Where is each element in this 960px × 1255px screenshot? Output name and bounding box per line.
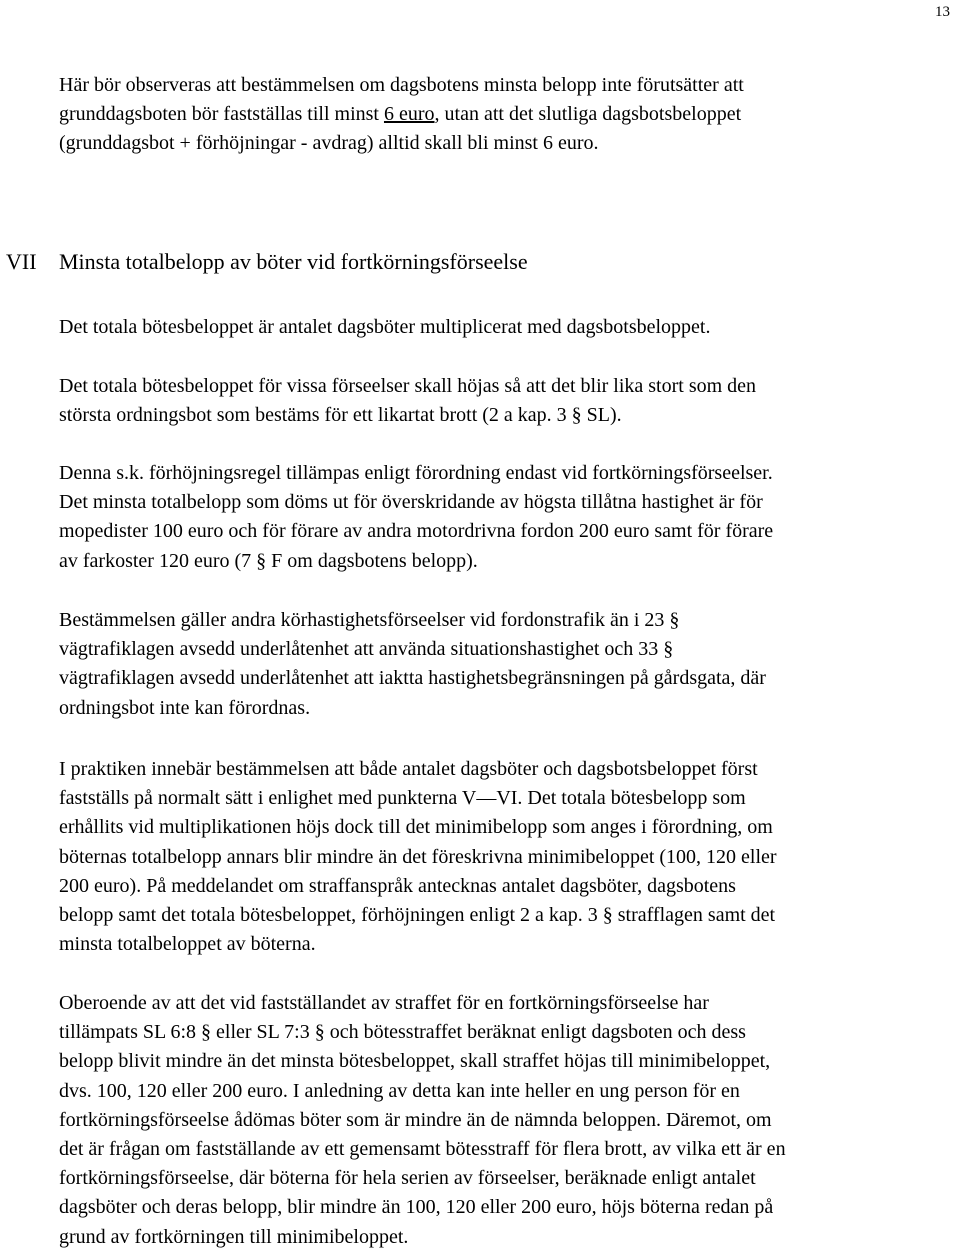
paragraph-raise-rule (59, 372, 957, 430)
paragraph-in-practice (59, 755, 957, 959)
text-line: mopedister 100 euro och för förare av andra motordrivna fordon 200 euro samt för förare (59, 520, 774, 543)
text-line: I praktiken innebär bestämmelsen att både antalet dagsböter och dagsbotsbeloppet först (59, 758, 758, 780)
text-line: belopp blivit mindre än det minsta bötesbeloppet, skall straffet höjas till minimibeloppet, (59, 1050, 771, 1073)
text-segment: , utan att det slutliga dagsbotsbeloppet (434, 103, 742, 126)
text-line: erhållits vid multiplikationen höjs dock till det minimibelopp som anges i förordning, om (59, 816, 773, 839)
section-number: VII (6, 249, 37, 274)
text-line: fortkörningsförseelse, där böterna för hela serien av förseelser, beräknade enligt antalet (59, 1167, 756, 1190)
underlined-amount: 6 euro (383, 103, 435, 126)
text-line: Oberoende av att det vid fastställandet av straffet för en fortkörningsförseelse har (59, 992, 709, 1014)
text-segment: grunddagsboten bör fastställas till minst (59, 103, 384, 126)
paragraph-total-definition (59, 313, 957, 342)
text-line: tillämpats SL 6:8 § eller SL 7:3 § och bötesstraffet beräknat enligt dagsboten och dess (59, 1021, 746, 1044)
page-number: 13 (935, 4, 950, 20)
text-line: böternas totalbelopp annars blir mindre än det föreskrivna minimibeloppet (100, 120 eller (59, 845, 777, 868)
paragraph-minimum-dagsbot (59, 71, 957, 159)
text-line: största ordningsbot som bestäms för ett likartat brott (2 a kap. 3 § SL). (59, 404, 622, 427)
text-line: Bestämmelsen gäller andra körhastighetsförseelser vid fordonstrafik än i 23 § (59, 609, 680, 631)
text-line: ordningsbot inte kan förordnas. (59, 696, 311, 719)
paragraph-applicability (59, 606, 957, 723)
text-line: fastställs på normalt sätt i enlighet med punkterna V—VI. Det totala bötesbelopp som (59, 787, 746, 810)
text-line (59, 100, 957, 129)
text-line: fortkörningsförseelse ådömas böter som är mindre än de nämnda beloppen. Däremot, om (59, 1108, 772, 1131)
text-line: Det totala bötesbeloppet är antalet dagsböter multiplicerat med dagsbotsbeloppet. (59, 316, 711, 338)
text-line: dagsböter och deras belopp, blir mindre än 100, 120 eller 200 euro, höjs böterna redan på (59, 1196, 774, 1219)
paragraph-independent-of (59, 989, 957, 1252)
text-line: dvs. 100, 120 eller 200 euro. I anledning av detta kan inte heller en ung person för en (59, 1079, 740, 1102)
text-line: (grunddagsbot + förhöjningar - avdrag) alltid skall bli minst 6 euro. (59, 132, 599, 155)
text-line: vägtrafiklagen avsedd underlåtenhet att iaktta hastighetsbegränsningen på gårdsgata, där (59, 667, 766, 690)
text-line: grund av fortkörningen till minimibeloppet. (59, 1225, 409, 1248)
text-line: vägtrafiklagen avsedd underlåtenhet att använda situationshastighet och 33 § (59, 638, 674, 661)
text-line: minsta totalbeloppet av böterna. (59, 933, 316, 956)
text-line: belopp samt det totala bötesbeloppet, förhöjningen enligt 2 a kap. 3 § strafflagen samt det (59, 903, 776, 926)
text-line: 200 euro). På meddelandet om straffanspråk antecknas antalet dagsböter, dagsbotens (59, 874, 736, 897)
text-line: Denna s.k. förhöjningsregel tillämpas enligt förordning endast vid fortkörningsförseelser. (59, 462, 773, 484)
text-line: Här bör observeras att bestämmelsen om dagsbotens minsta belopp inte förutsätter att (59, 74, 744, 96)
paragraph-minimum-amounts (59, 459, 957, 576)
text-line: Det totala bötesbeloppet för vissa förseelser skall höjas så att det blir lika stort som den (59, 375, 757, 397)
text-line: det är frågan om fastställande av ett gemensamt bötesstraff för flera brott, av vilka ett är en (59, 1137, 786, 1160)
text-line: av farkoster 120 euro (7 § F om dagsbotens belopp). (59, 549, 478, 572)
section-title: Minsta totalbelopp av böter vid fortkörningsförseelse (59, 249, 528, 274)
text-line: Det minsta totalbelopp som döms ut för överskridande av högsta tillåtna hastighet är för (59, 491, 763, 514)
section-heading (6, 246, 956, 278)
